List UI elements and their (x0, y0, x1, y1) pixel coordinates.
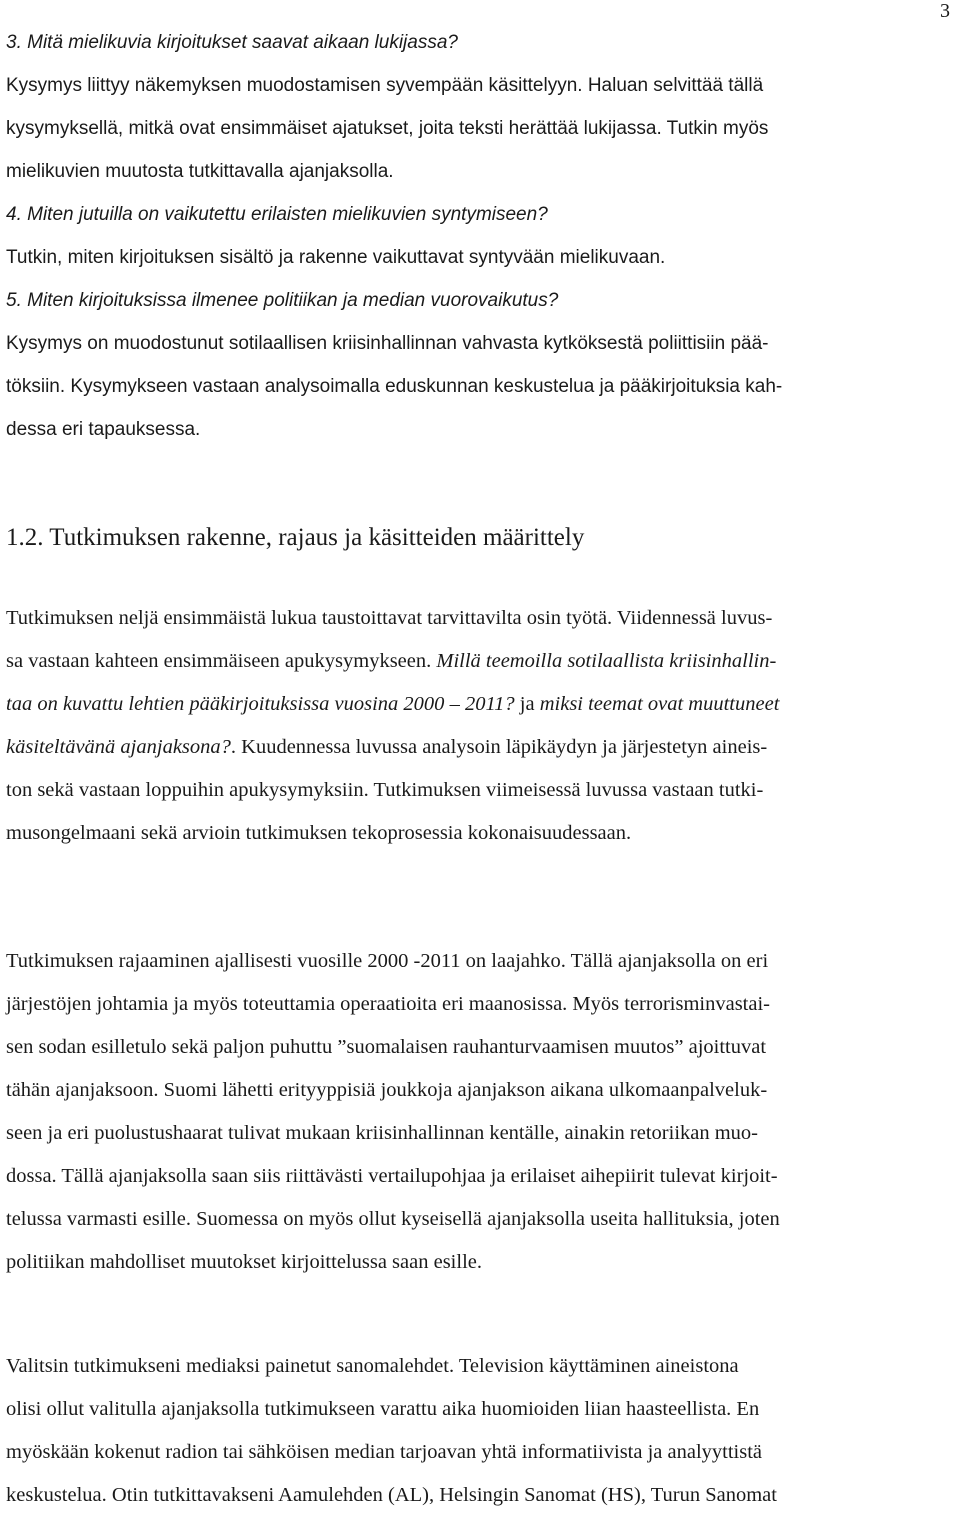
paragraph-scope (6, 940, 956, 1284)
paragraph-line: sen sodan esilletulo sekä paljon puhuttu ”suomalaisen rauhanturvaamisen muutos” ajoittuvat (6, 1036, 767, 1058)
section-heading: 1.2. Tutkimuksen rakenne, rajaus ja käsitteiden määrittely (6, 524, 585, 551)
paragraph-line: järjestöjen johtamia ja myös toteuttamia operaatioita eri maanosissa. Myös terrorisminvastai- (6, 993, 770, 1015)
paragraph-line: telussa varmasti esille. Suomessa on myös ollut kyseisellä ajanjaksolla useita hallituksia, joten (6, 1208, 780, 1230)
question-3-title: 3. Mitä mielikuvia kirjoitukset saavat aikaan lukijassa? (6, 32, 458, 53)
paragraph-line: myöskään kokenut radion tai sähköisen median tarjoavan yhtä informatiivista ja analyyttistä (6, 1441, 763, 1463)
paragraph-line: seen ja eri puolustushaarat tulivat mukaan kriisinhallinnan kentälle, ainakin retoriikan muo- (6, 1122, 759, 1144)
paragraph-line: keskustelua. Otin tutkittavakseni Aamulehden (AL), Helsingin Sanomat (HS), Turun Sanomat (6, 1484, 777, 1506)
question-5-title: 5. Miten kirjoituksissa ilmenee politiikan ja median vuorovaikutus? (6, 290, 559, 311)
page-number: 3 (940, 0, 950, 22)
paragraph-line: politiikan mahdolliset muutokset kirjoittelussa saan esille. (6, 1251, 482, 1273)
question-5-line-2: töksiin. Kysymykseen vastaan analysoimalla eduskunnan keskustelua ja pääkirjoituksia kah- (6, 376, 783, 397)
paragraph-media (6, 1345, 956, 1517)
italic-question-run: miksi teemat ovat muuttuneet (539, 693, 780, 715)
question-5-line-3: dessa eri tapauksessa. (6, 419, 201, 440)
paragraph-line: Tutkimuksen neljä ensimmäistä lukua taustoittavat tarvittavilta osin työtä. Viidennessä luvus- (6, 607, 773, 629)
question-4-line-1: Tutkin, miten kirjoituksen sisältö ja rakenne vaikuttavat syntyvään mielikuvaan. (6, 247, 666, 268)
en-dash: – (444, 693, 465, 715)
question-4-title: 4. Miten jutuilla on vaikutettu erilaisten mielikuvien syntymiseen? (6, 204, 548, 225)
italic-question-run: Millä teemoilla sotilaallista kriisinhallin- (436, 650, 777, 672)
paragraph-line: dossa. Tällä ajanjaksolla saan siis riittävästi vertailupohjaa ja erilaiset aihepiirit tulevat kirjoit- (6, 1165, 778, 1187)
paragraph-line (6, 726, 956, 769)
question-3-line-1: Kysymys liittyy näkemyksen muodostamisen syvempään käsittelyyn. Haluan selvittää tällä (6, 75, 764, 96)
paragraph-line: Valitsin tutkimukseni mediaksi painetut sanomalehdet. Television käyttäminen aineistona (6, 1355, 739, 1377)
italic-question-run: 2011? (464, 693, 515, 715)
paragraph-line: musongelmaani sekä arvioin tutkimuksen tekoprosessia kokonaisuudessaan. (6, 822, 632, 844)
italic-question-run: käsiteltävänä ajanjaksona? (6, 736, 231, 758)
paragraph-line (6, 640, 956, 683)
italic-question-run: taa on kuvattu lehtien pääkirjoituksissa vuosina 2000 (6, 693, 445, 715)
paragraph-line (6, 683, 956, 726)
paragraph-line: tähän ajanjaksoon. Suomi lähetti erityyppisiä joukkoja ajanjakson aikana ulkomaanpalveluk- (6, 1079, 768, 1101)
paragraph-line: olisi ollut valitulla ajanjaksolla tutkimukseen varattu aika huomioiden liian haasteellista. En (6, 1398, 760, 1420)
text-run: sa vastaan kahteen ensimmäiseen apukysymykseen. (6, 650, 437, 672)
text-run: ja (514, 693, 540, 715)
question-3-line-2: kysymyksellä, mitkä ovat ensimmäiset ajatukset, joita teksti herättää lukijassa. Tutkin myös (6, 118, 769, 139)
paragraph-line: Tutkimuksen rajaaminen ajallisesti vuosille 2000 -2011 on laajahko. Tällä ajanjaksolla on eri (6, 950, 769, 972)
text-run: . Kuudennessa luvussa analysoin läpikäydyn ja järjestetyn aineis- (230, 736, 768, 758)
research-questions (6, 21, 956, 451)
paragraph-structure (6, 597, 956, 855)
question-5-line-1: Kysymys on muodostunut sotilaallisen kriisinhallinnan vahvasta kytköksestä poliittisiin pää- (6, 333, 769, 354)
question-3-line-3: mielikuvien muutosta tutkittavalla ajanjaksolla. (6, 161, 394, 182)
paragraph-line: ton sekä vastaan loppuihin apukysymyksiin. Tutkimuksen viimeisessä luvussa vastaan tutki- (6, 779, 764, 801)
